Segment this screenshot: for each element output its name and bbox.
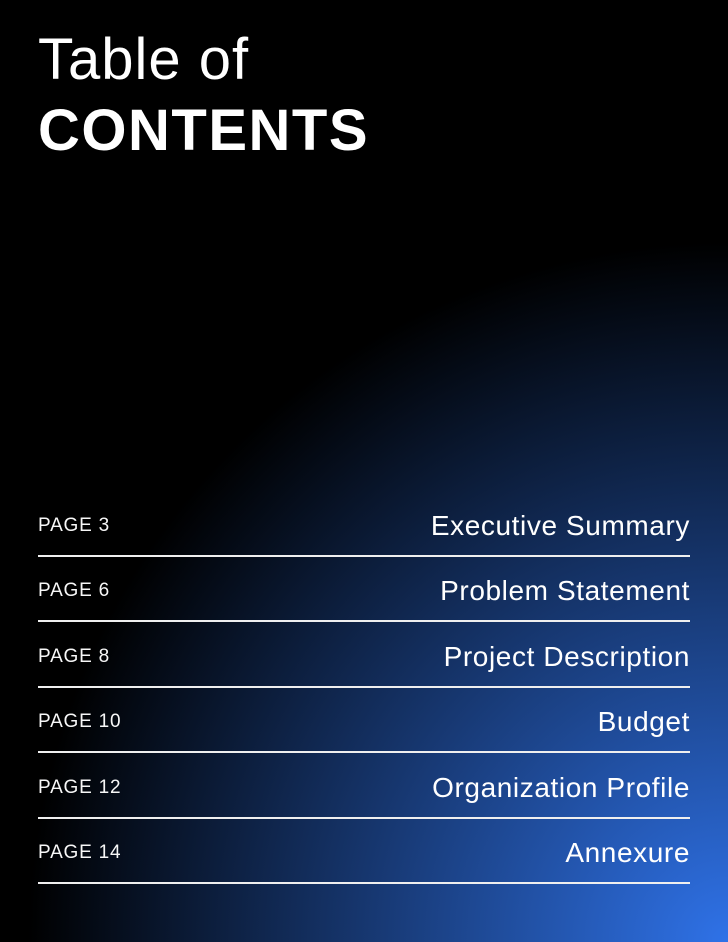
toc-section-title: Executive Summary — [430, 509, 690, 541]
page-title-line-2: CONTENTS — [38, 98, 369, 163]
toc-page-label: PAGE 12 — [38, 776, 122, 798]
toc-list — [38, 491, 690, 884]
page-title — [38, 24, 369, 166]
toc-row-annexure — [38, 819, 690, 885]
toc-row-budget — [38, 688, 690, 754]
toc-section-title: Annexure — [565, 837, 690, 869]
toc-page-label: PAGE 10 — [38, 711, 122, 733]
toc-row-project-description — [38, 622, 690, 688]
toc-page-label: PAGE 8 — [38, 645, 111, 667]
toc-page-label: PAGE 6 — [38, 580, 111, 602]
toc-section-title: Organization Profile — [432, 771, 690, 803]
toc-row-problem-statement — [38, 557, 690, 623]
toc-section-title: Problem Statement — [440, 575, 690, 607]
toc-section-title: Project Description — [443, 640, 690, 672]
toc-row-organization-profile — [38, 753, 690, 819]
toc-row-executive-summary — [38, 491, 690, 557]
toc-page-label: PAGE 14 — [38, 842, 122, 864]
toc-section-title: Budget — [597, 706, 690, 738]
toc-page-label: PAGE 3 — [38, 514, 111, 536]
page-title-line-1: Table of — [38, 27, 250, 92]
